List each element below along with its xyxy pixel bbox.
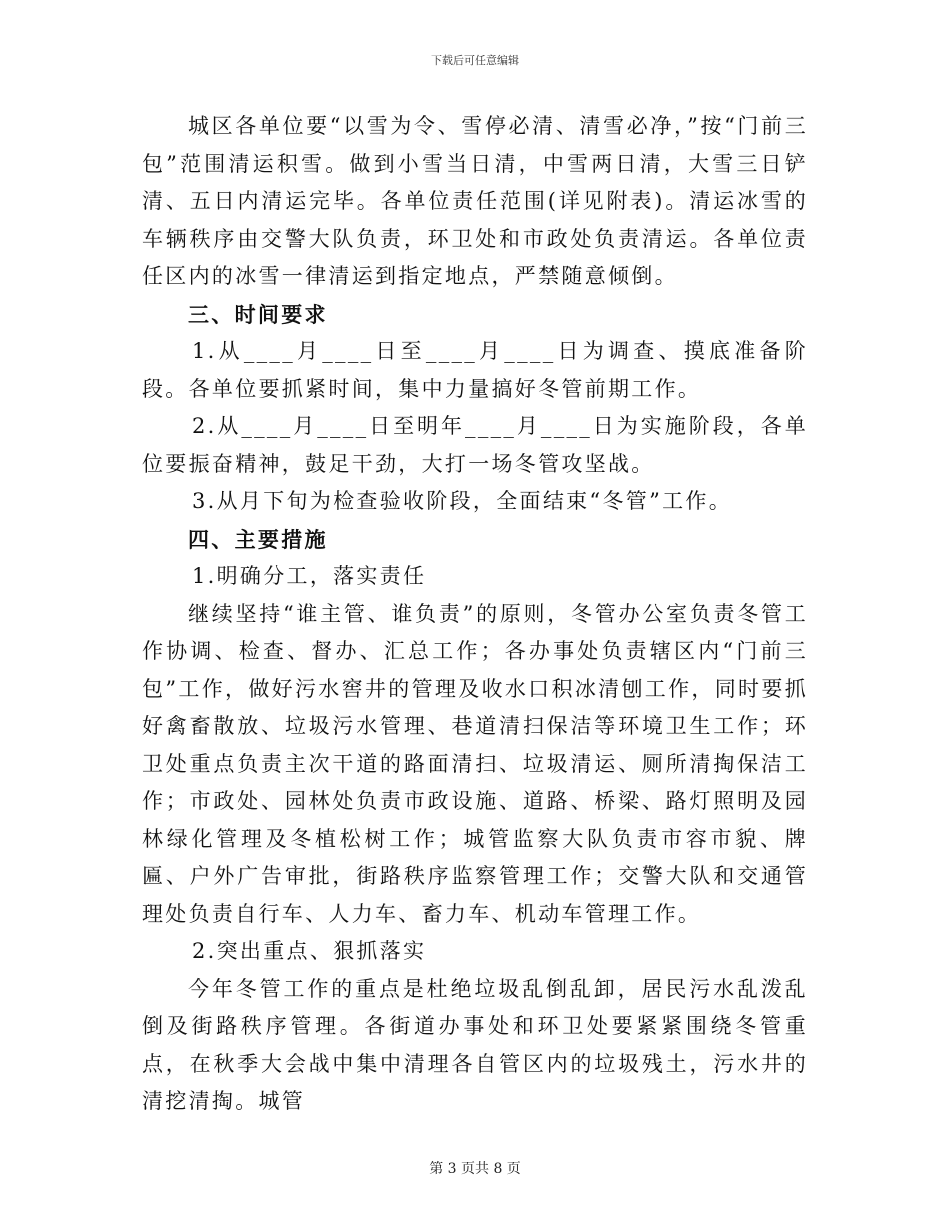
document-body [142,108,808,1121]
page-header: 下载后可任意编辑 [431,54,519,67]
time-item-2: 2.从____月____日至明年____月____日为实施阶段，各单位要振奋精神，鼓足干劲，大打一场冬管攻坚战。 [142,414,808,476]
measure-2-body: 今年冬管工作的重点是杜绝垃圾乱倒乱卸，居民污水乱泼乱倒及街路秩序管理。各街道办事处和环卫处要紧紧围绕冬管重点，在秋季大会战中集中清理各自管区内的垃圾残土，污水井的清挖清掏。城管 [142,976,808,1113]
measure-1-title: 1.明确分工，落实责任 [192,564,427,588]
snow-clearing-paragraph: 城区各单位要“以雪为令、雪停必清、清雪必净，”按“门前三包”范围清运积雪。做到小雪当日清，中雪两日清，大雪三日铲清、五日内清运完毕。各单位责任范围(详见附表)。清运冰雪的车辆秩序由交警大队负责，环卫处和市政处负责清运。各单位责任区内的冰雪一律清运到指定地点，严禁随意倾倒。 [142,114,808,288]
time-item-3: 3.从月下旬为检查验收阶段，全面结束“冬管”工作。 [192,489,733,513]
time-item-1: 1.从____月____日至____月____日为调查、摸底准备阶段。各单位要抓紧时间，集中力量搞好冬管前期工作。 [142,339,808,401]
measure-1-body: 继续坚持“谁主管、谁负责”的原则，冬管办公室负责冬管工作协调、检查、督办、汇总工作；各办事处负责辖区内“门前三包”工作，做好污水窖井的管理及收水口积冰清刨工作，同时要抓好禽畜散放、垃圾污水管理、巷道清扫保洁等环境卫生工作；环卫处重点负责主次干道的路面清扫、垃圾清运、厕所清掏保洁工作；市政处、园林处负责市政设施、道路、桥梁、路灯照明及园林绿化管理及冬植松树工作；城管监察大队负责市容市貌、牌匾、户外广告审批，街路秩序监察管理工作；交警大队和交通管理处负责自行车、人力车、畜力车、机动车管理工作。 [142,601,808,926]
page-footer: 第 3 页共 8 页 [429,1161,521,1177]
section-heading-measures: 四、主要措施 [188,526,328,552]
measure-2-title: 2.突出重点、狠抓落实 [192,939,427,963]
section-heading-time: 三、时间要求 [188,301,328,327]
